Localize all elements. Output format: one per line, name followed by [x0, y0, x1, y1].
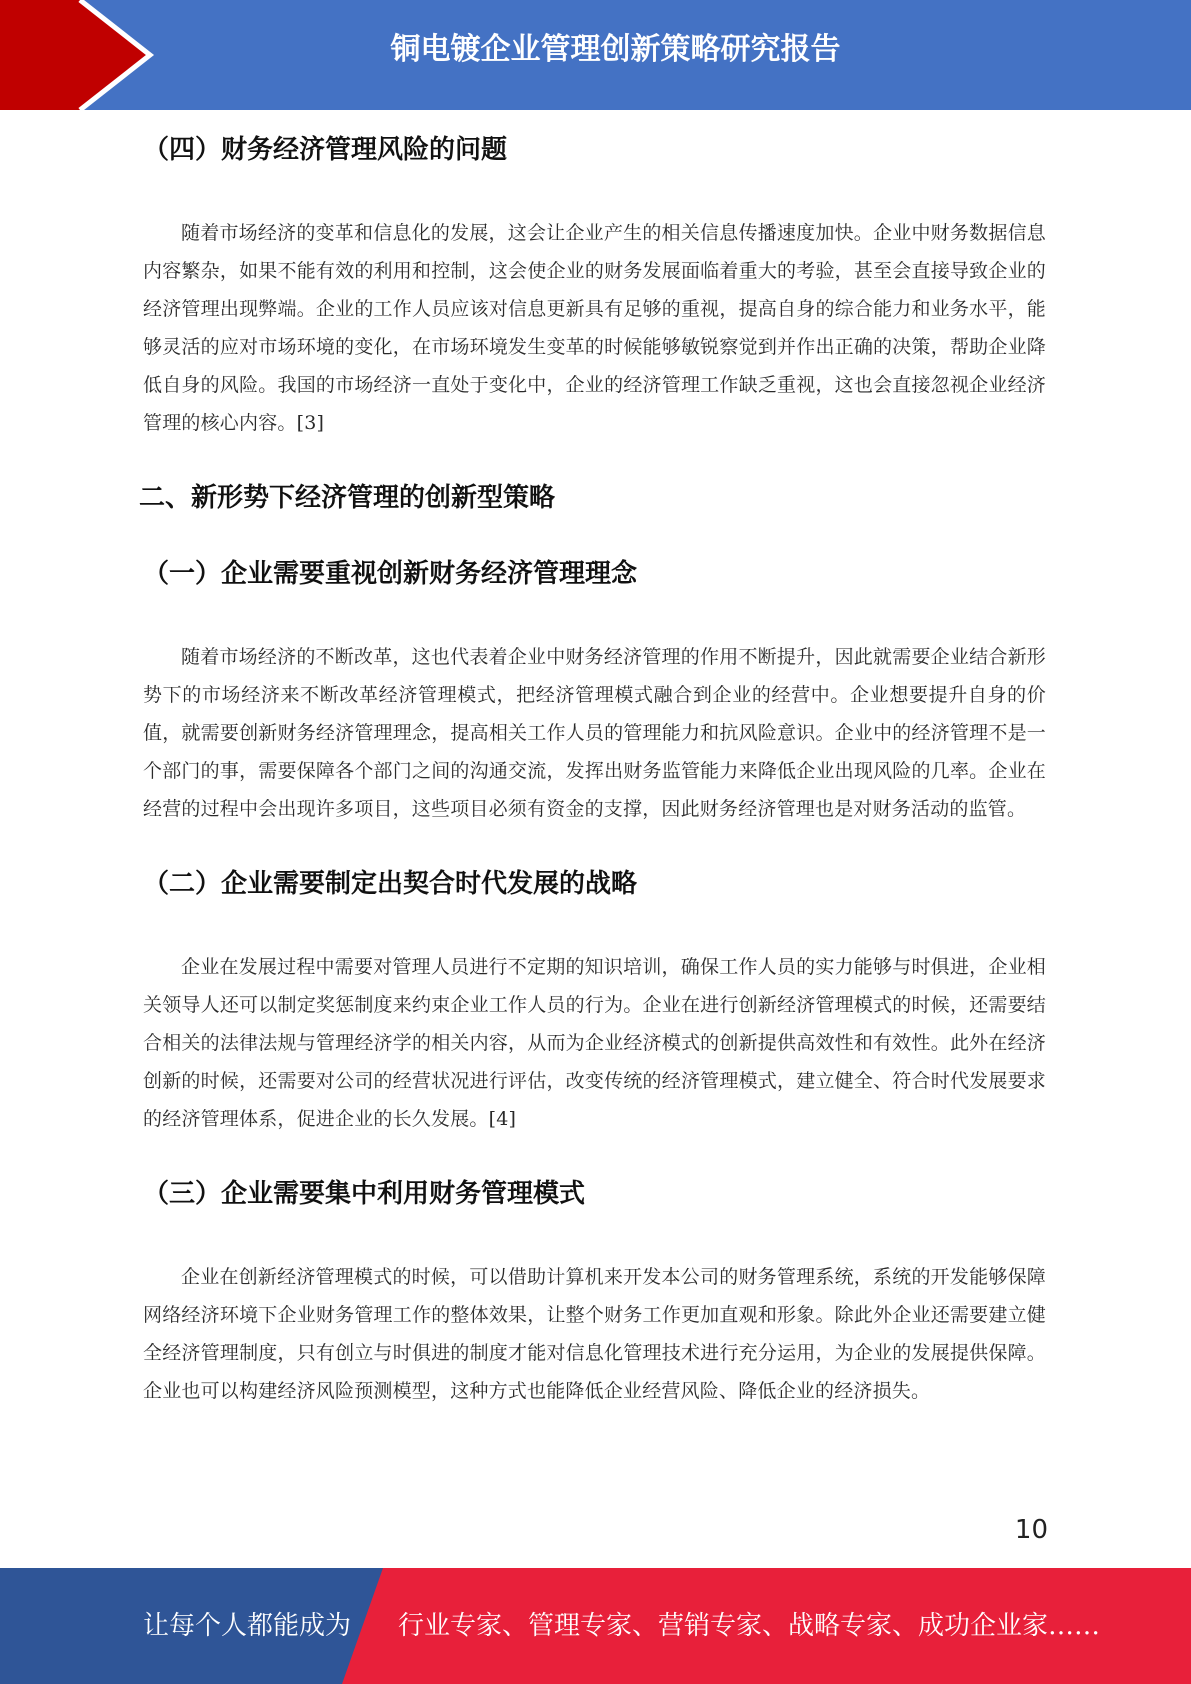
section-paragraph-1: 随着市场经济的不断改革，这也代表着企业中财务经济管理的作用不断提升，因此就需要企业结合新形势下的市场经济来不断改革经济管理模式，把经济管理模式融合到企业的经营中。企业想要提升自身的价值，就需要创新财务经济管理理念，提高相关工作人员的管理能力和抗风险意识。企业中的经济管理不是一个部门的事，需要保障各个部门之间的沟通交流，发挥出财务监管能力来降低企业出现风险的几率。企业在经营的过程中会出现许多项目，这些项目必须有资金的支撑，因此财务经济管理也是对财务活动的监管。: [143, 646, 1046, 820]
section-heading-4: （四）财务经济管理风险的问题: [143, 135, 508, 165]
report-title: 铜电镀企业管理创新策略研究报告: [390, 32, 841, 67]
section-paragraph-2: 企业在发展过程中需要对管理人员进行不定期的知识培训，确保工作人员的实力能够与时俱进，企业相关领导人还可以制定奖惩制度来约束企业工作人员的行为。企业在进行创新经济管理模式的时候，还需要结合相关的法律法规与管理经济学的相关内容，从而为企业经济模式的创新提供高效性和有效性。此外在经济创新的时候，还需要对公司的经营状况进行评估，改变传统的经济管理模式，建立健全、符合时代发展要求的经济管理体系，促进企业的长久发展。[4]: [143, 956, 1046, 1130]
footer-slogan-right: 行业专家、管理专家、营销专家、战略专家、成功企业家……: [398, 1611, 1101, 1641]
footer-slogan-left: 让每个人都能成为: [143, 1611, 352, 1641]
section-paragraph-3: 企业在创新经济管理模式的时候，可以借助计算机来开发本公司的财务管理系统，系统的开发能够保障网络经济环境下企业财务管理工作的整体效果，让整个财务工作更加直观和形象。除此外企业还需要建立健全经济管理制度，只有创立与时俱进的制度才能对信息化管理技术进行充分运用，为企业的发展提供保障。企业也可以构建经济风险预测模型，这种方式也能降低企业经营风险、降低企业的经济损失。: [143, 1266, 1046, 1402]
page-footer: [0, 1568, 1191, 1684]
page-content: [139, 120, 1046, 1410]
section-heading-1: （一）企业需要重视创新财务经济管理理念: [143, 559, 638, 589]
chapter-heading: 二、新形势下经济管理的创新型策略: [139, 483, 556, 513]
section-paragraph-4: 随着市场经济的变革和信息化的发展，这会让企业产生的相关信息传播速度加快。企业中财务数据信息内容繁杂，如果不能有效的利用和控制，这会使企业的财务发展面临着重大的考验，甚至会直接导致企业的经济管理出现弊端。企业的工作人员应该对信息更新具有足够的重视，提高自身的综合能力和业务水平，能够灵活的应对市场环境的变化，在市场环境发生变革的时候能够敏锐察觉到并作出正确的决策，帮助企业降低自身的风险。我国的市场经济一直处于变化中，企业的经济管理工作缺乏重视，这也会直接忽视企业经济管理的核心内容。[3]: [143, 222, 1046, 434]
page-header: [0, 0, 1191, 110]
section-heading-3: （三）企业需要集中利用财务管理模式: [143, 1179, 586, 1209]
section-heading-2: （二）企业需要制定出契合时代发展的战略: [143, 869, 638, 899]
page-number: 10: [1014, 1515, 1048, 1545]
